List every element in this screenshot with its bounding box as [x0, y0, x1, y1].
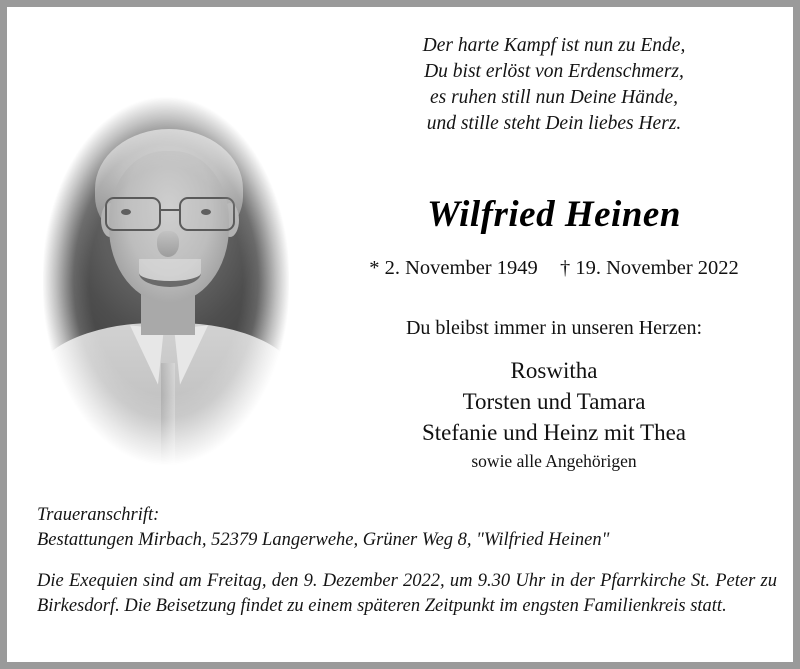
funeral-notice: Die Exequien sind am Freitag, den 9. Dezember 2022, um 9.30 Uhr in der Pfarrkirche St. Peter zu Birkesdorf. Die Beisetzung findet zu einem späteren Zeitpunkt im engsten Familienkreis statt. [37, 571, 777, 616]
life-dates [317, 257, 791, 280]
glasses-icon [103, 197, 237, 231]
verse-line-3: es ruhen still nun Deine Hände, [429, 87, 679, 108]
photo-nose [157, 231, 179, 257]
verse-line-4: und stille steht Dein liebes Herz. [426, 113, 682, 134]
death-date: † 19. November 2022 [560, 257, 739, 279]
memorial-verse [317, 33, 791, 137]
dedication-text: Du bleibst immer in unseren Herzen: [405, 317, 703, 339]
survivors-list [307, 355, 800, 474]
portrait-container [21, 85, 311, 485]
photo-lens-left [105, 197, 161, 231]
deceased-name: Wilfried Heinen [427, 194, 681, 235]
mourning-address-label: Traueranschrift: [37, 505, 160, 525]
verse-line-2: Du bist erlöst von Erdenschmerz, [424, 61, 684, 82]
photo-smile [139, 259, 201, 287]
mourning-address-value: Bestattungen Mirbach, 52379 Langerwehe, Grüner Weg 8, "Wilfried Heinen" [37, 530, 610, 550]
survivor-line-3: Stefanie und Heinz mit Thea [422, 420, 686, 445]
mourning-address [37, 503, 777, 553]
survivor-line-4: sowie alle Angehörigen [471, 451, 637, 471]
birth-date: * 2. November 1949 [369, 257, 538, 279]
obituary-inner [7, 7, 793, 662]
portrait-frame [21, 85, 311, 485]
photo-lens-right [179, 197, 235, 231]
survivor-line-2: Torsten und Tamara [462, 389, 646, 414]
portrait-photo [43, 91, 289, 471]
verse-line-1: Der harte Kampf ist nun zu Ende, [422, 35, 686, 56]
photo-shirt-placket [161, 363, 175, 471]
photo-glasses-bridge [159, 209, 181, 211]
survivor-line-1: Roswitha [510, 358, 598, 383]
